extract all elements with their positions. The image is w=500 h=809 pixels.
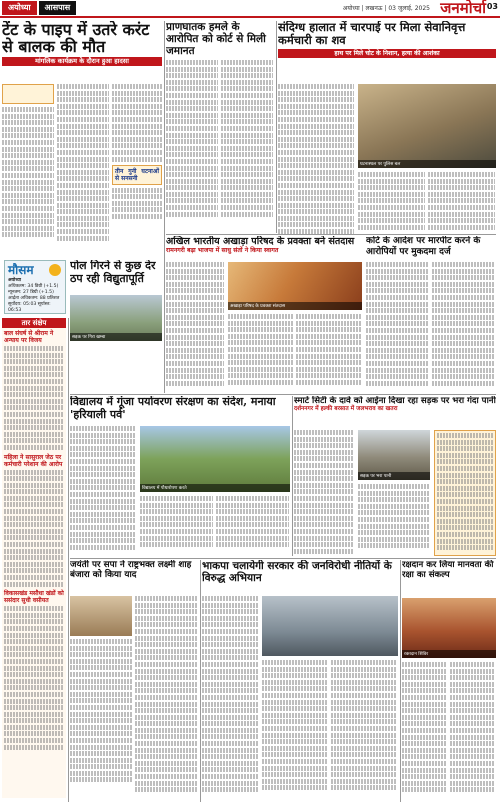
row-rule <box>70 394 496 395</box>
sp-jayanti-headline: जयंती पर सपा ने राष्ट्रभक्त लक्ष्मी शाह बंजारा को किया याद <box>70 560 192 580</box>
lead-strap: मांगलिक कार्यक्रम के दौरान हुआ हादसा <box>2 57 162 66</box>
smart-city-headline: स्मार्ट सिटी के दावे को आईना दिखा रहा सड़क पर भरा गंदा पानी <box>294 396 496 406</box>
blood-headline: रक्षदान कर लिया मानवता की रक्षा का संकल्प <box>402 560 494 580</box>
pole-photo-caption: सड़क पर गिरा खम्बा <box>70 333 162 341</box>
section-city: अयोध्या <box>2 1 37 15</box>
weather-row: न्यूनतम: 27 डिग्री (+1.5) <box>8 290 54 295</box>
pole-headline: पोल गिरने से कुछ देर ठप रही विद्युतापूर्ति <box>70 260 156 285</box>
column-rule <box>400 560 401 802</box>
bhakpa-photo <box>262 596 398 656</box>
weather-row: अधिकतम: 34 डिग्री (+1.5) <box>8 284 59 289</box>
school-photo-caption: विद्यालय में पौधारोपण करते <box>140 484 290 492</box>
school-text <box>70 426 136 554</box>
story-sp-jayanti <box>70 560 198 592</box>
newspaper-logo: जनमोर्चा <box>440 0 486 17</box>
body-found-text <box>278 84 354 234</box>
smart-city-text <box>294 430 354 556</box>
weather-row: आर्द्रता अधिकतम: 88 प्रतिशत <box>8 296 60 301</box>
lead-body <box>2 84 162 256</box>
page-header <box>0 0 500 18</box>
story-akhada <box>166 236 362 260</box>
edition-meta: अयोध्या | लखनऊ | 03 जुलाई, 2025 <box>342 5 430 12</box>
akhada-headline: अखिल भारतीय अखाड़ा परिषद के प्रवक्ता बने संतदास <box>166 236 355 247</box>
sub-story-box <box>112 165 162 185</box>
column-rule <box>200 560 201 802</box>
story-lead <box>2 21 162 81</box>
blood-photo-caption: रक्तदान शिविर <box>402 650 496 658</box>
blood-photo <box>402 598 496 658</box>
smart-city-strap: दर्शननगर में हल्की बरसात में जलभराव का खतरा <box>294 406 398 412</box>
story-court-fir <box>366 236 496 258</box>
body-found-headline: संदिग्ध हालात में चारपाई पर मिला सेवानिवृत्त कर्मचारी का शव <box>278 21 466 47</box>
section-name: आसपास <box>39 1 77 15</box>
lead-headline: टेंट के पाइप में उतरे करंट से बालक की मौत <box>2 21 150 56</box>
sp-jayanti-text <box>70 596 198 802</box>
police-photo-caption: घटनास्थल पर पुलिस बल <box>358 160 496 168</box>
court-fir-text <box>366 262 496 394</box>
story-smart-city <box>294 396 496 426</box>
pole-photo <box>70 295 162 341</box>
right-box <box>434 430 496 556</box>
sun-icon <box>49 264 61 276</box>
court-fir-headline: कोर्ट के आदेश पर मारपीट करने के आरोपियों पर मुकदमा दर्ज <box>366 236 481 257</box>
road-photo <box>358 430 430 480</box>
column-rule <box>164 21 165 393</box>
weather-box <box>4 260 66 314</box>
akhada-text-2 <box>228 314 362 394</box>
page-number: 03 <box>486 2 498 11</box>
story-blood <box>402 560 496 594</box>
weather-row: सूर्योदय: 05:03 सूर्यास्त: 06:53 <box>8 302 51 313</box>
column-rule <box>292 396 293 556</box>
row-rule <box>70 558 496 559</box>
sub-story-title: तीन गुनी घटनाओं से सनसनी <box>115 167 159 182</box>
bhakpa-text-2 <box>262 660 398 802</box>
weather-title: मौसम <box>8 263 34 277</box>
story-bail <box>166 21 274 233</box>
school-headline: विद्यालय में गूंजा पर्यावरण संरक्षण का संदेश, मनाया 'हरियाली पर्व' <box>70 396 276 421</box>
story-body-found <box>278 21 496 81</box>
bhakpa-text <box>202 596 258 802</box>
blood-text <box>402 662 496 802</box>
story-school <box>70 396 290 424</box>
body-found-strap: हाथ पर मिले चोट के निशान, हत्या की आशंका <box>278 49 496 58</box>
lead-inset <box>2 84 54 104</box>
sidebar-headline-1: बाल संघर्ष से श्रीराम ने अन्याय पर विजय <box>4 330 54 344</box>
weather-city: अयोध्या <box>8 278 21 283</box>
sidebar-strip: तार संक्षेप <box>2 318 66 328</box>
police-photo <box>358 84 496 168</box>
column-rule <box>276 21 277 233</box>
road-photo-caption: सड़क पर भरा पानी <box>358 472 430 480</box>
column-rule <box>68 318 69 802</box>
body-found-text-2 <box>358 172 496 234</box>
akhada-photo <box>228 262 362 310</box>
akhada-strap: रामनगरी बढ़ा भाजपा में साधु संतों ने किया स्वागत <box>166 247 279 254</box>
akhada-text <box>166 262 224 390</box>
left-sidebar <box>2 318 66 798</box>
sidebar-headline-2: महिला ने सासुराल जेठ पर कर्मचारी परेशान की आरोप <box>4 453 63 468</box>
bail-headline: प्राणघातक हमले के आरोपित को कोर्ट से मिली जमानत <box>166 21 266 57</box>
school-text-2 <box>140 496 290 556</box>
smart-city-text-2 <box>358 484 430 556</box>
akhada-photo-caption: अखाड़ा परिषद के प्रवक्ता संतदास <box>228 302 362 310</box>
school-photo <box>140 426 290 492</box>
row-rule <box>166 234 496 235</box>
bhakpa-headline: भाकपा चलायेगी सरकार की जनविरोधी नीतियों के विरुद्ध अभियान <box>202 560 392 584</box>
story-bhakpa <box>202 560 398 592</box>
sp-portrait <box>70 596 132 636</box>
sidebar-headline-3: विकासखंड मसौधा खंडों को ससंदार सुधी वसीयत <box>4 590 64 605</box>
